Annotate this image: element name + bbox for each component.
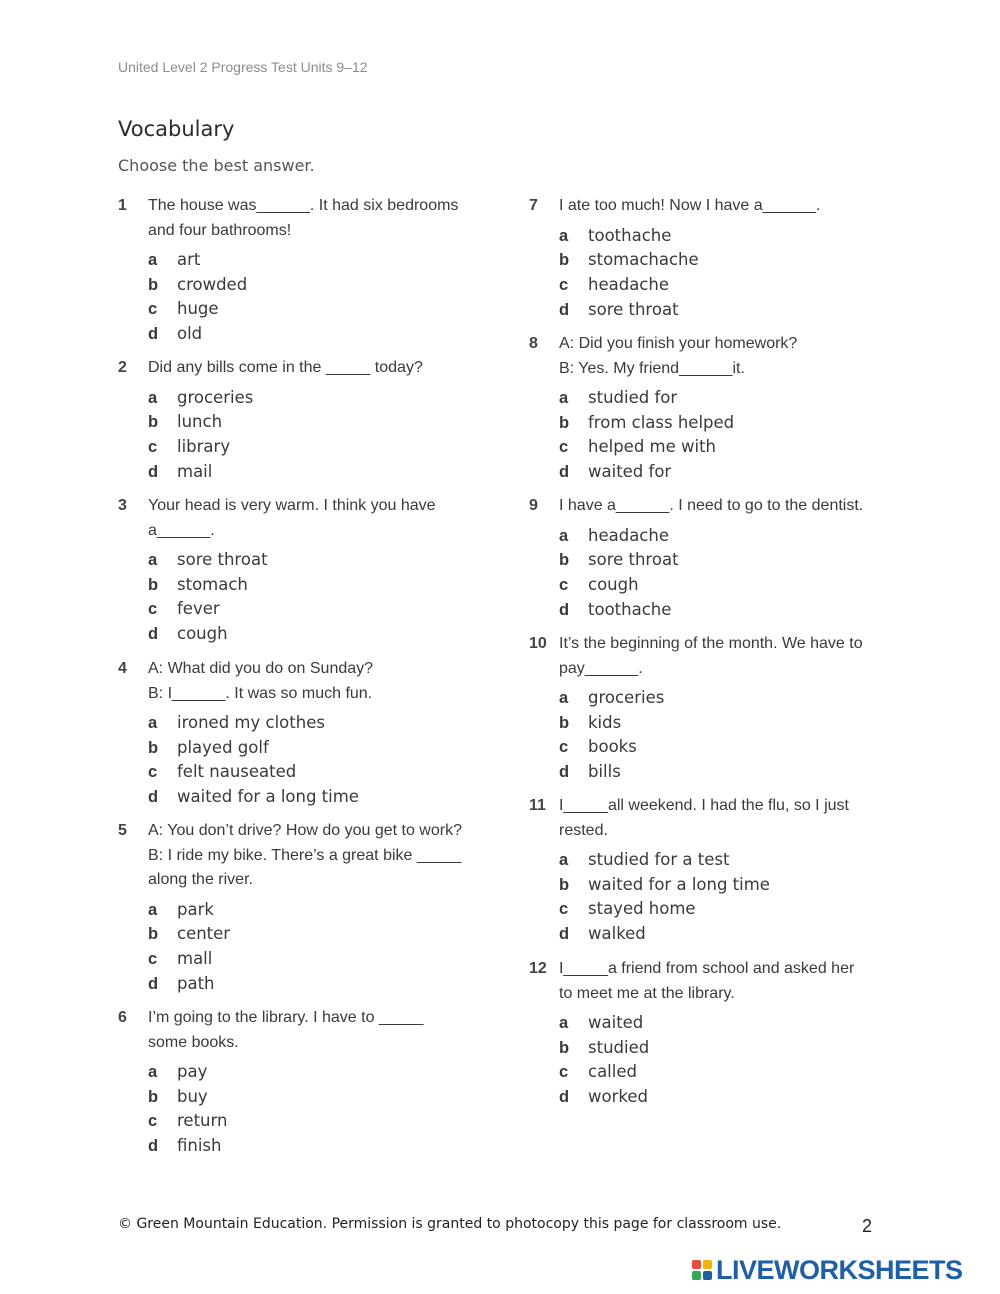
option-letter: c [559, 900, 569, 919]
option-letter: a [559, 526, 569, 545]
option-c[interactable] [118, 947, 478, 972]
question-text: Your head is very warm. I think you have [148, 497, 436, 514]
option-text: old [177, 324, 203, 344]
option-c[interactable] [529, 1060, 889, 1085]
option-text: groceries [177, 387, 254, 407]
option-letter: d [148, 325, 159, 344]
option-d[interactable] [118, 1134, 478, 1159]
option-letter: c [148, 763, 158, 782]
option-c[interactable] [118, 597, 478, 622]
option-b[interactable] [529, 548, 889, 573]
option-letter: c [148, 1112, 158, 1131]
option-c[interactable] [529, 735, 889, 760]
option-letter: a [559, 851, 569, 869]
option-a[interactable] [118, 386, 478, 411]
question-text: to meet me at the library. [559, 984, 735, 1002]
question-text: rested. [559, 821, 608, 839]
option-text: waited for a long time [177, 787, 359, 807]
logo-text: LIVEWORKSHEETS [716, 1254, 963, 1285]
option-letter: b [148, 275, 159, 294]
question-10 [529, 632, 889, 785]
question-12 [529, 957, 889, 1110]
option-b[interactable] [529, 248, 889, 273]
option-letter: c [148, 437, 158, 456]
liveworksheets-logo-icon [692, 1260, 712, 1280]
question-number: 10 [529, 635, 547, 652]
option-b[interactable] [529, 1036, 889, 1061]
option-b[interactable] [529, 873, 889, 898]
question-5 [118, 819, 478, 996]
question-text: I have a______. I need to go to the dentist. [559, 497, 864, 514]
question-text: I ate too much! Now I have a______. [559, 197, 821, 214]
question-text: It’s the beginning of the month. We have to [559, 635, 863, 652]
liveworksheets-logo[interactable] [692, 1254, 963, 1286]
option-letter: a [148, 251, 158, 269]
option-text: walked [588, 924, 646, 944]
option-letter: d [148, 625, 159, 644]
option-text: worked [588, 1087, 648, 1107]
option-text: groceries [588, 688, 665, 707]
option-d[interactable] [529, 298, 889, 323]
option-text: sore throat [177, 550, 268, 569]
option-letter: b [559, 713, 570, 732]
option-letter: b [148, 1087, 159, 1106]
option-c[interactable] [118, 760, 478, 785]
option-letter: a [148, 551, 158, 569]
option-text: cough [177, 624, 228, 644]
option-text: library [177, 436, 231, 456]
question-number: 11 [529, 797, 546, 814]
option-text: kids [588, 712, 622, 732]
question-text: some books. [148, 1033, 239, 1051]
option-letter: b [559, 251, 570, 270]
question-text: B: I ride my bike. There’s a great bike _____ [148, 846, 462, 864]
option-letter: c [559, 1063, 569, 1082]
question-text: I’m going to the library. I have to _____ [148, 1009, 424, 1026]
question-4 [118, 657, 478, 810]
option-letter: a [148, 900, 158, 919]
option-letter: a [559, 1014, 569, 1032]
option-letter: d [559, 1088, 570, 1107]
option-d[interactable] [118, 460, 478, 485]
option-letter: d [559, 300, 570, 319]
option-a[interactable] [529, 386, 889, 411]
question-number: 9 [529, 497, 538, 514]
option-letter: a [148, 714, 158, 732]
option-c[interactable] [118, 297, 478, 322]
question-text: A: Did you finish your homework? [559, 335, 798, 352]
question-number: 7 [529, 197, 538, 214]
question-8 [529, 332, 889, 485]
option-text: mall [177, 948, 213, 968]
option-text: headache [588, 274, 669, 294]
option-letter: c [559, 275, 569, 294]
option-letter: d [148, 1137, 159, 1156]
option-text: sore throat [588, 299, 679, 319]
option-letter: d [559, 763, 570, 782]
question-number: 12 [529, 960, 547, 977]
option-text: studied for a test [588, 850, 730, 869]
option-text: waited for [588, 462, 672, 482]
question-text: A: What did you do on Sunday? [148, 660, 374, 677]
option-letter: c [148, 600, 158, 619]
option-letter: c [559, 575, 569, 594]
option-letter: d [559, 463, 570, 482]
logo-square [692, 1260, 701, 1269]
option-text: toothache [588, 225, 672, 245]
question-text: and four bathrooms! [148, 221, 292, 239]
question-number: 4 [118, 660, 127, 677]
option-a[interactable] [529, 524, 889, 549]
option-text: lunch [177, 412, 223, 432]
logo-square [692, 1271, 701, 1280]
option-d[interactable] [529, 922, 889, 947]
question-number: 6 [118, 1009, 127, 1026]
question-number: 8 [529, 335, 538, 352]
option-letter: b [559, 413, 570, 432]
option-text: studied for [588, 388, 678, 407]
question-9 [529, 494, 889, 622]
option-a[interactable] [118, 898, 478, 923]
option-d[interactable] [118, 972, 478, 997]
option-a[interactable] [529, 224, 889, 249]
option-text: crowded [177, 274, 248, 294]
option-c[interactable] [118, 1109, 478, 1134]
question-number: 2 [118, 359, 127, 376]
option-d[interactable] [529, 1085, 889, 1110]
option-b[interactable] [529, 711, 889, 736]
option-text: cough [588, 574, 639, 594]
option-a[interactable] [118, 711, 478, 736]
question-1 [118, 194, 478, 347]
option-b[interactable] [118, 573, 478, 598]
question-text: pay______. [559, 659, 643, 677]
option-b[interactable] [118, 273, 478, 298]
question-number: 5 [118, 822, 127, 839]
option-letter: b [148, 925, 159, 944]
option-text: helped me with [588, 437, 717, 457]
option-text: waited for a long time [588, 874, 770, 894]
question-text: I_____all weekend. I had the flu, so I just [559, 797, 849, 814]
option-d[interactable] [118, 622, 478, 647]
option-letter: c [559, 438, 569, 457]
option-d[interactable] [118, 322, 478, 347]
question-2 [118, 356, 478, 484]
option-d[interactable] [529, 760, 889, 785]
option-text: from class helped [588, 412, 735, 432]
option-letter: c [148, 949, 158, 968]
option-letter: a [559, 389, 569, 407]
option-text: headache [588, 525, 669, 545]
option-a[interactable] [529, 848, 889, 873]
option-text: pay [177, 1062, 208, 1081]
option-text: park [177, 899, 214, 919]
option-letter: b [559, 875, 570, 894]
question-7 [529, 194, 889, 322]
option-letter: a [148, 388, 158, 407]
instructions: Choose the best answer. [118, 156, 315, 175]
option-d[interactable] [118, 785, 478, 810]
question-text: B: Yes. My friend______it. [559, 359, 745, 377]
option-letter: d [559, 925, 570, 944]
section-title: Vocabulary [118, 117, 235, 141]
option-text: finish [177, 1136, 222, 1156]
option-text: fever [177, 599, 220, 619]
option-d[interactable] [529, 460, 889, 485]
option-letter: d [148, 788, 159, 807]
page-header: United Level 2 Progress Test Units 9–12 [118, 59, 368, 75]
option-text: bills [588, 762, 621, 782]
logo-square [703, 1260, 712, 1269]
question-11 [529, 794, 889, 947]
option-a[interactable] [118, 1060, 478, 1085]
question-6 [118, 1006, 478, 1159]
question-number: 3 [118, 497, 127, 514]
option-text: felt nauseated [177, 762, 297, 782]
option-letter: b [559, 551, 570, 570]
question-text: A: You don’t drive? How do you get to work? [148, 822, 462, 839]
option-text: return [177, 1111, 228, 1131]
option-c[interactable] [529, 573, 889, 598]
option-text: sore throat [588, 550, 679, 570]
question-text: a______. [148, 521, 215, 539]
option-text: stayed home [588, 899, 696, 919]
option-text: played golf [177, 737, 269, 757]
option-letter: a [559, 226, 569, 245]
question-text: Did any bills come in the _____ today? [148, 359, 423, 376]
option-letter: d [559, 600, 570, 619]
option-text: path [177, 973, 215, 993]
option-letter: d [148, 974, 159, 993]
option-text: books [588, 737, 637, 757]
question-3 [118, 494, 478, 647]
option-b[interactable] [118, 410, 478, 435]
option-text: toothache [588, 599, 672, 619]
option-c[interactable] [118, 435, 478, 460]
question-text: B: I______. It was so much fun. [148, 684, 373, 702]
question-text: along the river. [148, 871, 253, 888]
option-a[interactable] [118, 248, 478, 273]
option-text: stomach [177, 574, 248, 594]
option-text: art [177, 250, 201, 269]
copyright-footer: © Green Mountain Education. Permission is granted to photocopy this page for classroom use. [118, 1216, 782, 1232]
option-b[interactable] [118, 736, 478, 761]
option-a[interactable] [118, 548, 478, 573]
option-text: studied [588, 1037, 650, 1057]
option-letter: a [148, 1063, 158, 1081]
option-b[interactable] [118, 922, 478, 947]
option-letter: b [559, 1038, 570, 1057]
option-c[interactable] [529, 897, 889, 922]
option-d[interactable] [529, 598, 889, 623]
option-letter: c [559, 738, 569, 757]
option-c[interactable] [529, 273, 889, 298]
option-letter: d [148, 462, 159, 481]
option-text: ironed my clothes [177, 713, 325, 732]
option-text: buy [177, 1086, 208, 1106]
question-text: I_____a friend from school and asked her [559, 960, 855, 977]
option-letter: b [148, 413, 159, 432]
option-a[interactable] [529, 1011, 889, 1036]
option-b[interactable] [529, 411, 889, 436]
question-text: The house was______. It had six bedrooms [148, 197, 459, 214]
option-b[interactable] [118, 1085, 478, 1110]
logo-square [703, 1271, 712, 1280]
option-text: waited [588, 1013, 644, 1032]
option-letter: b [148, 575, 159, 594]
option-text: mail [177, 461, 213, 481]
option-c[interactable] [529, 435, 889, 460]
option-letter: a [559, 689, 569, 707]
option-text: huge [177, 299, 219, 319]
option-letter: c [148, 300, 158, 319]
option-text: stomachache [588, 250, 699, 270]
option-a[interactable] [529, 686, 889, 711]
option-letter: b [148, 738, 159, 757]
option-text: center [177, 924, 231, 944]
question-number: 1 [118, 197, 127, 214]
page-number: 2 [862, 1216, 873, 1236]
option-text: called [588, 1062, 637, 1082]
